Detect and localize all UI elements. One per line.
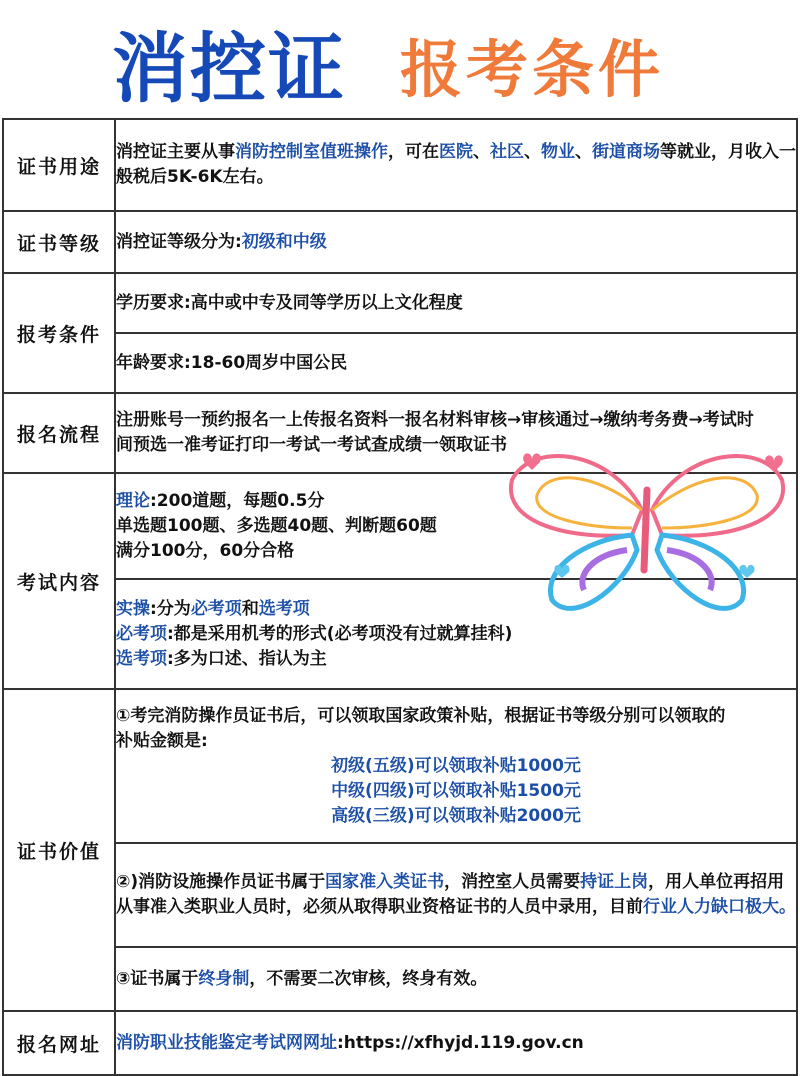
theory-block: 理论:200道题，每题0.5分 单选题100题、多选题40题、判断题60题 满分100分，60分合格 <box>115 473 797 579</box>
table-row <box>3 211 797 273</box>
table-row <box>3 333 797 393</box>
value-item-1: ①考完消防操作员证书后，可以领取国家政策补贴，根据证书等级分别可以领取的 补贴金额是: 初级(五级)可以领取补贴1000元 中级(四级)可以领取补贴1500元 高级(三级)可以领取补贴2000元 <box>115 689 797 843</box>
page-subtitle: 报考条件 <box>400 33 665 106</box>
website-text[interactable]: 消防职业技能鉴定考试网网址:https://xfhyjd.119.gov.cn <box>115 1011 797 1075</box>
page-title: 消控证 <box>112 24 346 113</box>
info-table <box>2 118 798 1076</box>
row-label-value: 证书价值 <box>3 689 115 1011</box>
table-row <box>3 473 797 579</box>
age-requirement: 年龄要求:18-60周岁中国公民 <box>115 333 797 393</box>
value-item-2: ②)消防设施操作员证书属于国家准入类证书，消控室人员需要持证上岗，用人单位再招用从事准入类职业人员时，必须从取得职业资格证书的人员中录用，目前行业人力缺口极大。 <box>115 843 797 947</box>
level-text: 消控证等级分为:初级和中级 <box>115 211 797 273</box>
row-label-process: 报名流程 <box>3 393 115 473</box>
table-row <box>3 1011 797 1075</box>
table-row <box>3 689 797 843</box>
education-requirement: 学历要求:高中或中专及同等学历以上文化程度 <box>115 273 797 333</box>
table-row <box>3 393 797 473</box>
usage-text: 消控证主要从事消防控制室值班操作，可在医院、社区、物业、街道商场等就业，月收入一般税后5K-6K左右。 <box>115 119 797 211</box>
row-label-website: 报名网址 <box>3 1011 115 1075</box>
practice-block: 实操:分为必考项和选考项 必考项:都是采用机考的形式(必考项没有过就算挂科) 选考项:多为口述、指认为主 <box>115 579 797 689</box>
row-label-content: 考试内容 <box>3 473 115 689</box>
row-label-level: 证书等级 <box>3 211 115 273</box>
table-row <box>3 843 797 947</box>
table-row <box>3 947 797 1011</box>
table-row <box>3 273 797 333</box>
page-header <box>0 0 800 118</box>
value-item-3: ③证书属于终身制，不需要二次审核，终身有效。 <box>115 947 797 1011</box>
row-label-conditions: 报考条件 <box>3 273 115 393</box>
row-label-usage: 证书用途 <box>3 119 115 211</box>
table-row <box>3 119 797 211</box>
table-row <box>3 579 797 689</box>
process-text: 注册账号一预约报名一上传报名资料一报名材料审核→审核通过→缴纳考务费→考试时 间预选一准考证打印一考试一考试查成绩一领取证书 <box>115 393 797 473</box>
